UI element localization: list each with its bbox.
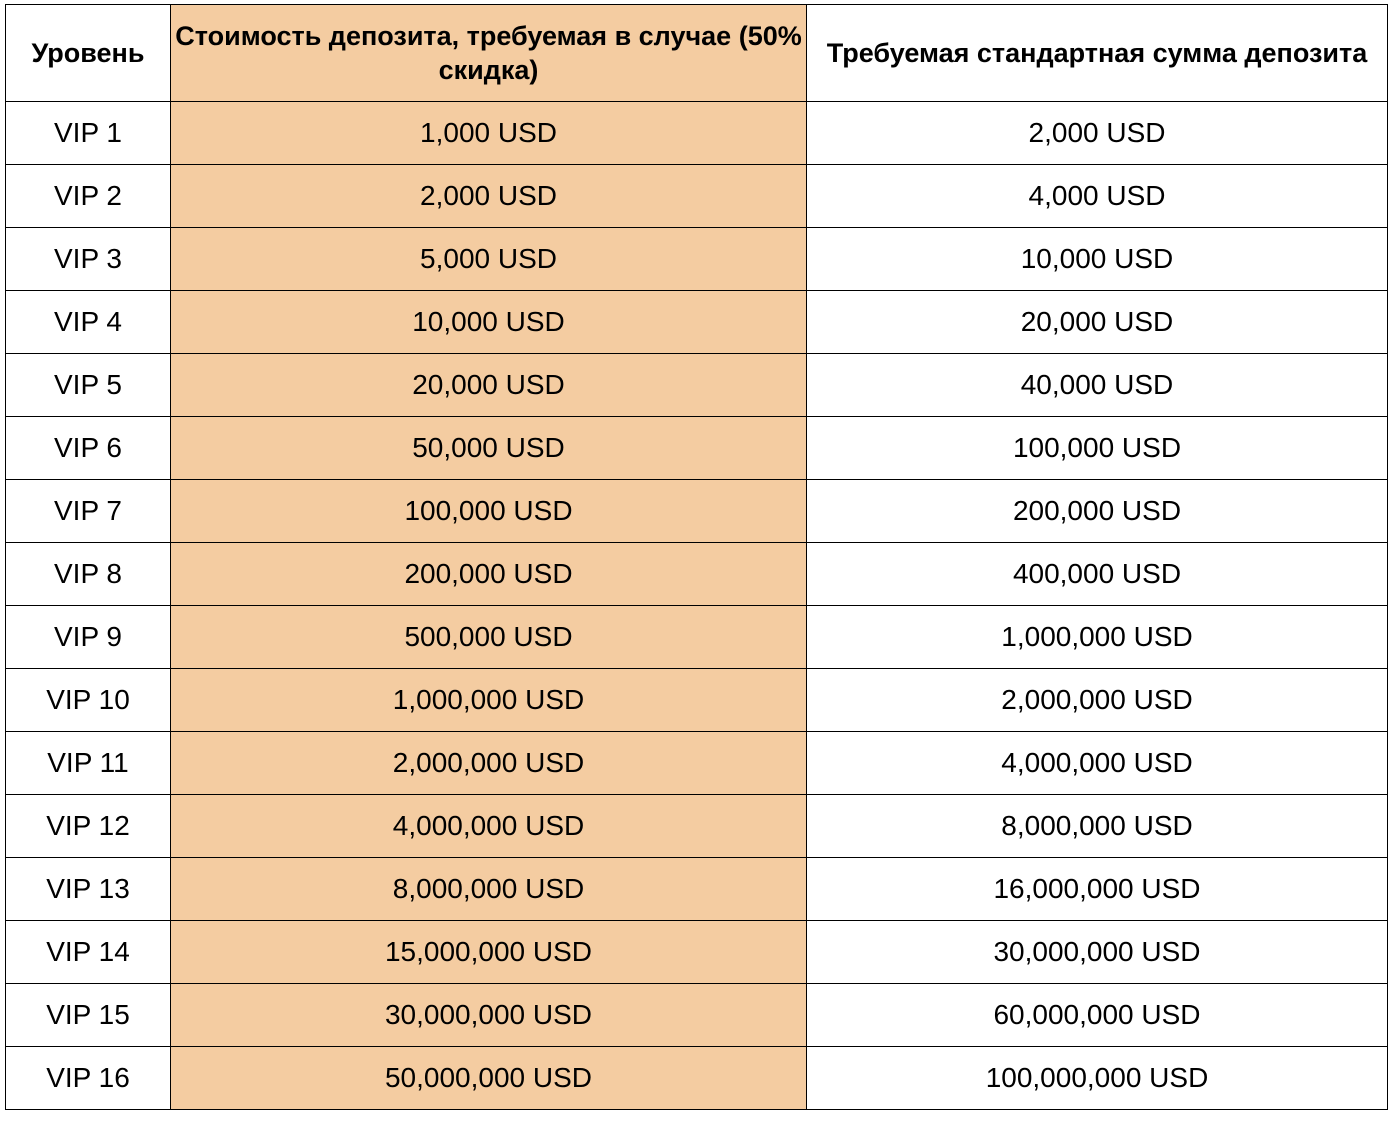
cell-discounted-deposit: 50,000 USD [171,417,807,480]
table-row [6,165,1388,228]
cell-standard-deposit: 4,000,000 USD [807,732,1388,795]
cell-discounted-deposit: 50,000,000 USD [171,1047,807,1110]
cell-discounted-deposit: 1,000,000 USD [171,669,807,732]
cell-standard-deposit: 2,000,000 USD [807,669,1388,732]
cell-level: VIP 2 [6,165,171,228]
cell-discounted-deposit: 5,000 USD [171,228,807,291]
table-row [6,291,1388,354]
cell-discounted-deposit: 20,000 USD [171,354,807,417]
cell-level: VIP 9 [6,606,171,669]
table-row [6,480,1388,543]
cell-level: VIP 15 [6,984,171,1047]
cell-discounted-deposit: 4,000,000 USD [171,795,807,858]
cell-discounted-deposit: 100,000 USD [171,480,807,543]
cell-standard-deposit: 1,000,000 USD [807,606,1388,669]
cell-standard-deposit: 100,000,000 USD [807,1047,1388,1110]
cell-discounted-deposit: 8,000,000 USD [171,858,807,921]
table-row [6,669,1388,732]
table-row [6,417,1388,480]
header-level: Уровень [6,5,171,102]
cell-level: VIP 12 [6,795,171,858]
cell-discounted-deposit: 30,000,000 USD [171,984,807,1047]
table-row [6,102,1388,165]
cell-level: VIP 7 [6,480,171,543]
cell-level: VIP 10 [6,669,171,732]
table-row [6,606,1388,669]
header-standard-deposit: Требуемая стандартная сумма депозита [807,5,1388,102]
cell-discounted-deposit: 2,000,000 USD [171,732,807,795]
cell-discounted-deposit: 1,000 USD [171,102,807,165]
table-row [6,354,1388,417]
cell-level: VIP 4 [6,291,171,354]
cell-level: VIP 11 [6,732,171,795]
cell-standard-deposit: 4,000 USD [807,165,1388,228]
header-discounted-deposit: Стоимость депозита, требуемая в случае (50% скидка) [171,5,807,102]
cell-level: VIP 1 [6,102,171,165]
cell-standard-deposit: 40,000 USD [807,354,1388,417]
cell-level: VIP 5 [6,354,171,417]
cell-level: VIP 16 [6,1047,171,1110]
cell-standard-deposit: 200,000 USD [807,480,1388,543]
table-row [6,921,1388,984]
cell-level: VIP 8 [6,543,171,606]
cell-standard-deposit: 30,000,000 USD [807,921,1388,984]
cell-level: VIP 3 [6,228,171,291]
cell-discounted-deposit: 2,000 USD [171,165,807,228]
cell-standard-deposit: 100,000 USD [807,417,1388,480]
table-body [6,102,1388,1110]
table-row [6,543,1388,606]
table-row [6,732,1388,795]
vip-deposit-table [5,4,1388,1110]
cell-standard-deposit: 16,000,000 USD [807,858,1388,921]
table-row [6,795,1388,858]
table-row [6,858,1388,921]
table-row [6,1047,1388,1110]
cell-standard-deposit: 2,000 USD [807,102,1388,165]
cell-discounted-deposit: 15,000,000 USD [171,921,807,984]
table-row [6,228,1388,291]
cell-level: VIP 14 [6,921,171,984]
cell-discounted-deposit: 200,000 USD [171,543,807,606]
cell-standard-deposit: 60,000,000 USD [807,984,1388,1047]
cell-level: VIP 6 [6,417,171,480]
cell-discounted-deposit: 10,000 USD [171,291,807,354]
cell-level: VIP 13 [6,858,171,921]
cell-standard-deposit: 8,000,000 USD [807,795,1388,858]
table-header-row [6,5,1388,102]
cell-standard-deposit: 400,000 USD [807,543,1388,606]
cell-standard-deposit: 10,000 USD [807,228,1388,291]
cell-standard-deposit: 20,000 USD [807,291,1388,354]
cell-discounted-deposit: 500,000 USD [171,606,807,669]
table-row [6,984,1388,1047]
deposit-table-container [5,4,1388,1110]
